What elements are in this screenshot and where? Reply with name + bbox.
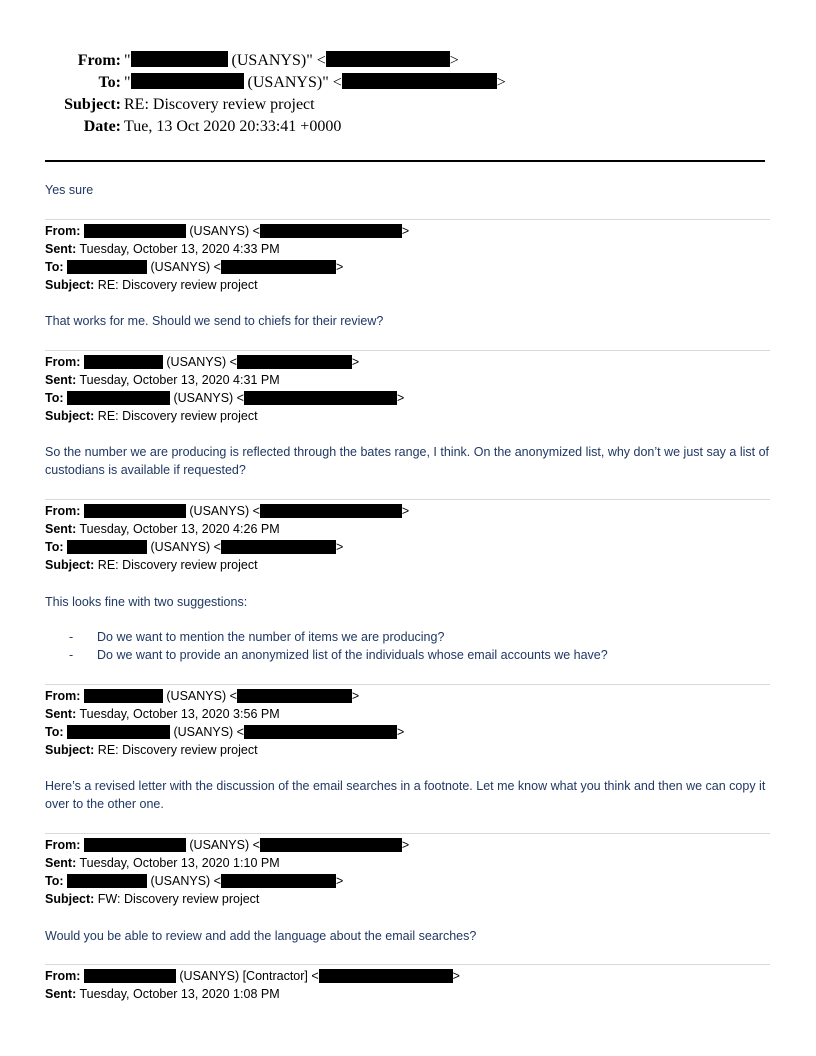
to-row: To: (USANYS) < >: [45, 874, 344, 888]
from-row: From: (USANYS) < >: [45, 224, 410, 238]
redaction-bar: [84, 355, 163, 369]
redaction-bar: [84, 689, 163, 703]
redaction-bar: [84, 969, 176, 983]
quoted-header: [45, 502, 770, 574]
redaction-bar: [342, 73, 497, 89]
header-to-row: To: " (USANYS)" < >: [0, 72, 816, 94]
message-separator: [45, 350, 770, 351]
sent-row: Sent: Tuesday, October 13, 2020 1:08 PM: [45, 987, 280, 1001]
header-from-org: (USANYS)" <: [227, 52, 326, 69]
redaction-bar: [67, 391, 170, 405]
to-row: To: (USANYS) < >: [45, 391, 405, 405]
message-separator: [45, 684, 770, 685]
email-header: [0, 50, 816, 138]
redaction-bar: [260, 838, 402, 852]
header-date-row: [0, 116, 816, 138]
redaction-bar: [67, 725, 170, 739]
to-row: To: (USANYS) < >: [45, 260, 344, 274]
suggestion-list: [45, 628, 770, 664]
to-row: To: (USANYS) < >: [45, 725, 405, 739]
to-row: To: (USANYS) < >: [45, 540, 344, 554]
sent-row: Sent: Tuesday, October 13, 2020 3:56 PM: [45, 707, 280, 721]
quoted-header: [45, 222, 770, 294]
redaction-bar: [131, 51, 228, 67]
sent-row: Sent: Tuesday, October 13, 2020 4:33 PM: [45, 242, 280, 256]
redaction-bar: [319, 969, 453, 983]
redaction-bar: [131, 73, 244, 89]
redaction-bar: [67, 874, 147, 888]
redaction-bar: [244, 725, 397, 739]
subject-row: Subject: RE: Discovery review project: [45, 558, 258, 572]
header-date-label: Date:: [83, 118, 121, 135]
subject-row: Subject: RE: Discovery review project: [45, 278, 258, 292]
from-row: From: (USANYS) < >: [45, 355, 360, 369]
redaction-bar: [84, 504, 186, 518]
header-to-label: To:: [98, 74, 121, 91]
from-row: From: (USANYS) < >: [45, 689, 360, 703]
header-divider: [45, 160, 765, 162]
message-separator: [45, 499, 770, 500]
subject-row: Subject: RE: Discovery review project: [45, 409, 258, 423]
message-body: Here’s a revised letter with the discussion of the email searches in a footnote. Let me know what you think and then we can copy it over to the other one.: [45, 779, 766, 811]
message-body: That works for me. Should we send to chiefs for their review?: [45, 314, 384, 328]
from-row: From: (USANYS) < >: [45, 504, 410, 518]
header-to-org: (USANYS)" <: [243, 74, 342, 91]
from-row: From: (USANYS) [Contractor] < >: [45, 969, 460, 983]
sent-row: Sent: Tuesday, October 13, 2020 1:10 PM: [45, 856, 280, 870]
redaction-bar: [260, 504, 402, 518]
redaction-bar: [260, 224, 402, 238]
sent-row: Sent: Tuesday, October 13, 2020 4:26 PM: [45, 522, 280, 536]
redaction-bar: [221, 260, 336, 274]
message-separator: [45, 219, 770, 220]
redaction-bar: [67, 260, 147, 274]
sent-row: Sent: Tuesday, October 13, 2020 4:31 PM: [45, 373, 280, 387]
redaction-bar: [237, 355, 352, 369]
message-separator: [45, 964, 770, 965]
header-subject-label: Subject:: [64, 96, 121, 113]
message-body: So the number we are producing is reflected through the bates range, I think. On the anonymized list, why don’t we just say a list of custodians is available if requested?: [45, 445, 770, 477]
message-body: Yes sure: [45, 183, 94, 197]
quoted-header: [45, 967, 770, 1003]
message-separator: [45, 833, 770, 834]
redaction-bar: [84, 838, 186, 852]
redaction-bar: [244, 391, 397, 405]
redaction-bar: [326, 51, 450, 67]
redaction-bar: [67, 540, 147, 554]
redaction-bar: [84, 224, 186, 238]
quoted-header: [45, 836, 770, 908]
header-subject-row: [0, 94, 816, 116]
message-body: Would you be able to review and add the language about the email searches?: [45, 929, 477, 943]
redaction-bar: [221, 874, 336, 888]
header-date: Tue, 13 Oct 2020 20:33:41 +0000: [124, 118, 342, 135]
header-from-label: From:: [77, 52, 121, 69]
redaction-bar: [221, 540, 336, 554]
header-from-row: From: " (USANYS)" < >: [0, 50, 816, 72]
subject-row: Subject: RE: Discovery review project: [45, 743, 258, 757]
message-body: This looks fine with two suggestions:: [45, 595, 248, 609]
subject-row: Subject: FW: Discovery review project: [45, 892, 260, 906]
list-item: - Do we want to provide an anonymized list of the individuals whose email accounts we have?: [69, 648, 608, 662]
header-subject: RE: Discovery review project: [124, 96, 315, 113]
quoted-header: [45, 353, 770, 425]
quoted-header: [45, 687, 770, 759]
from-row: From: (USANYS) < >: [45, 838, 410, 852]
list-item: - Do we want to mention the number of items we are producing?: [69, 630, 445, 644]
redaction-bar: [237, 689, 352, 703]
